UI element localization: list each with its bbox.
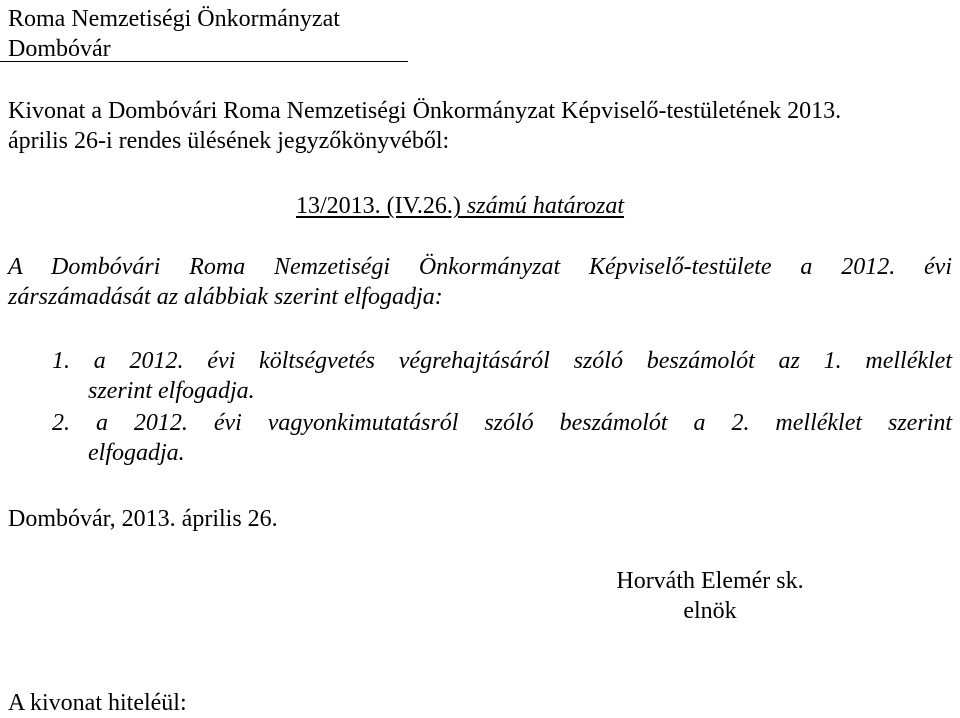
body-line-1: A Dombóvári Roma Nemzetiségi Önkormányzat Képviselő-testülete a 2012. évi: [8, 254, 952, 280]
item-1-line-1: 1. a 2012. évi költségvetés végrehajtásáról szóló beszámolót az 1. melléklet: [52, 348, 952, 374]
org-city: Dombóvár: [8, 36, 111, 62]
decree-label: számú határozat: [460, 193, 625, 219]
item-2-line-1: 2. a 2012. évi vagyonkimutatásról szóló beszámolót a 2. melléklet szerint: [52, 410, 952, 436]
org-name: Roma Nemzetiségi Önkormányzat: [8, 6, 340, 32]
item-2-line-2: elfogadja.: [88, 440, 185, 466]
signature-name: Horváth Elemér sk.: [616, 568, 804, 594]
place-date: Dombóvár, 2013. április 26.: [8, 506, 278, 532]
signature-title: elnök: [683, 598, 737, 624]
decree-number: 13/2013. (IV.26.): [296, 193, 461, 219]
item-1-line-2: szerint elfogadja.: [88, 378, 255, 404]
body-line-2: zárszámadását az alábbiak szerint elfogadja:: [8, 284, 443, 310]
header-underline: [0, 61, 408, 62]
certification-label: A kivonat hiteléül:: [8, 690, 187, 716]
intro-line-2: április 26-i rendes ülésének jegyzőkönyvéből:: [8, 128, 450, 154]
intro-line-1: Kivonat a Dombóvári Roma Nemzetiségi Önkormányzat Képviselő-testületének 2013.: [8, 98, 842, 124]
decree-title: [296, 191, 624, 221]
